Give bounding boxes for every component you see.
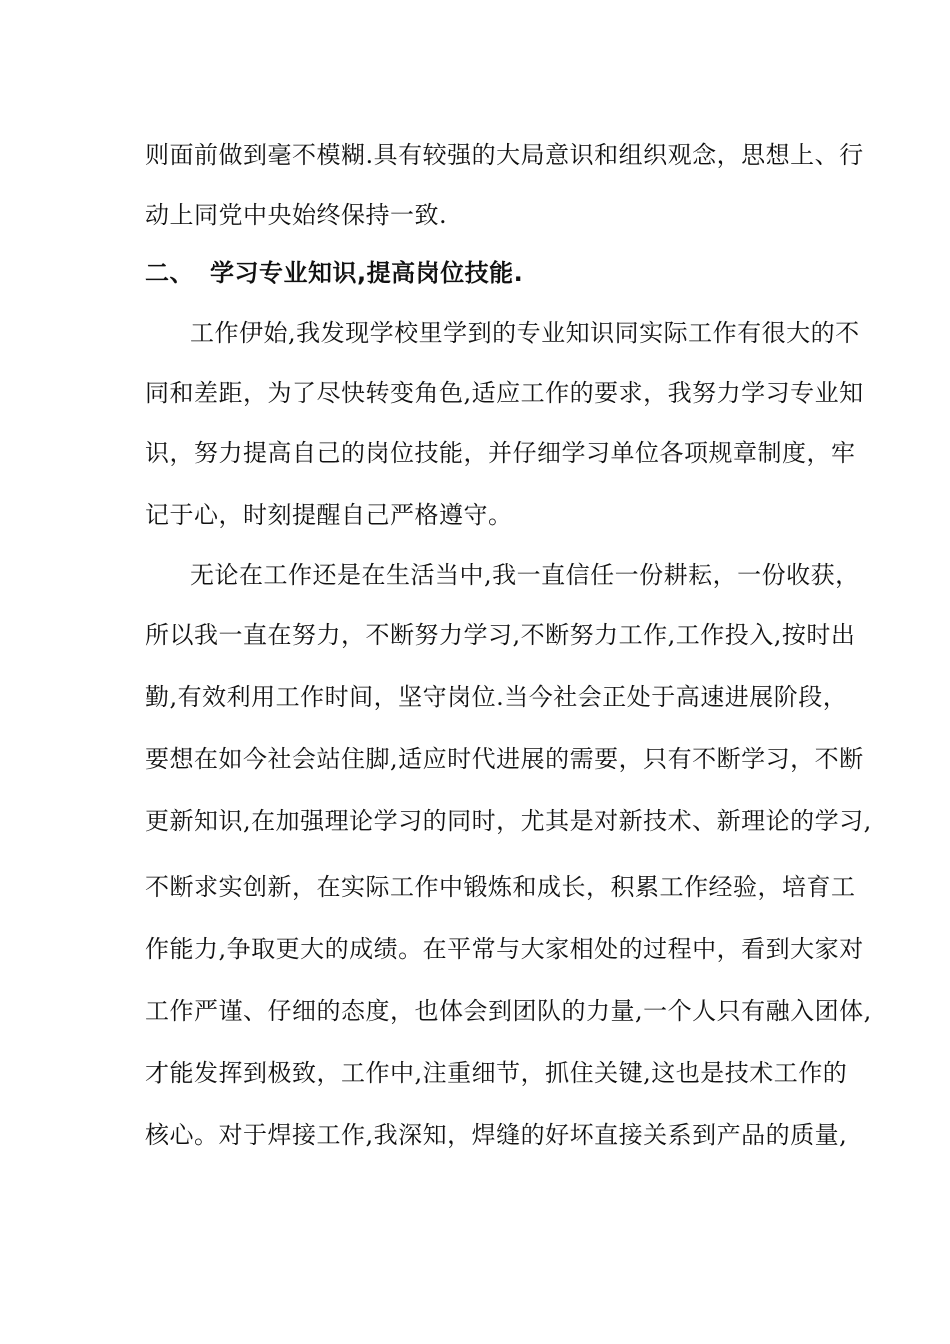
paragraph-line: 勤,有效利用工作时间，坚守岗位.当今社会正处于高速进展阶段， [145,683,848,711]
paragraph-line: 识，努力提高自己的岗位技能，并仔细学习单位各项规章制度，牢 [145,439,856,467]
paragraph-line: 核心。对于焊接工作,我深知，焊缝的好坏直接关系到产品的质量, [145,1121,848,1149]
paragraph-line: 不断求实创新，在实际工作中锻炼和成长，积累工作经验，培育工 [145,873,856,901]
paragraph-line: 动上同党中央始终保持一致. [145,201,448,229]
paragraph-line: 所以我一直在努力，不断努力学习,不断努力工作,工作投入,按时出 [145,621,856,649]
paragraph-line: 无论在工作还是在生活当中,我一直信任一份耕耘，一份收获， [190,561,860,589]
paragraph-line: 才能发挥到极致，工作中,注重细节，抓住关键,这也是技术工作的 [145,1059,848,1087]
paragraph-line: 同和差距，为了尽快转变角色,适应工作的要求，我努力学习专业知 [145,379,864,407]
paragraph-line: 记于心，时刻提醒自己严格遵守。 [145,501,513,529]
paragraph-line: 则面前做到毫不模糊.具有较强的大局意识和组织观念，思想上、行 [145,141,864,169]
paragraph-line: 工作伊始,我发现学校里学到的专业知识同实际工作有很大的不 [190,319,860,347]
section-title: 学习专业知识,提高岗位技能. [210,259,524,287]
paragraph-line: 更新知识,在加强理论学习的同时，尤其是对新技术、新理论的学习, [145,807,872,835]
paragraph-line: 工作严谨、仔细的态度，也体会到团队的力量,一个人只有融入团体, [145,997,872,1025]
section-number: 二、 [145,259,194,287]
paragraph-line: 作能力,争取更大的成绩。在平常与大家相处的过程中，看到大家对 [145,935,864,963]
paragraph-line: 要想在如今社会站住脚,适应时代进展的需要，只有不断学习，不断 [145,745,864,773]
section-heading [145,258,815,288]
